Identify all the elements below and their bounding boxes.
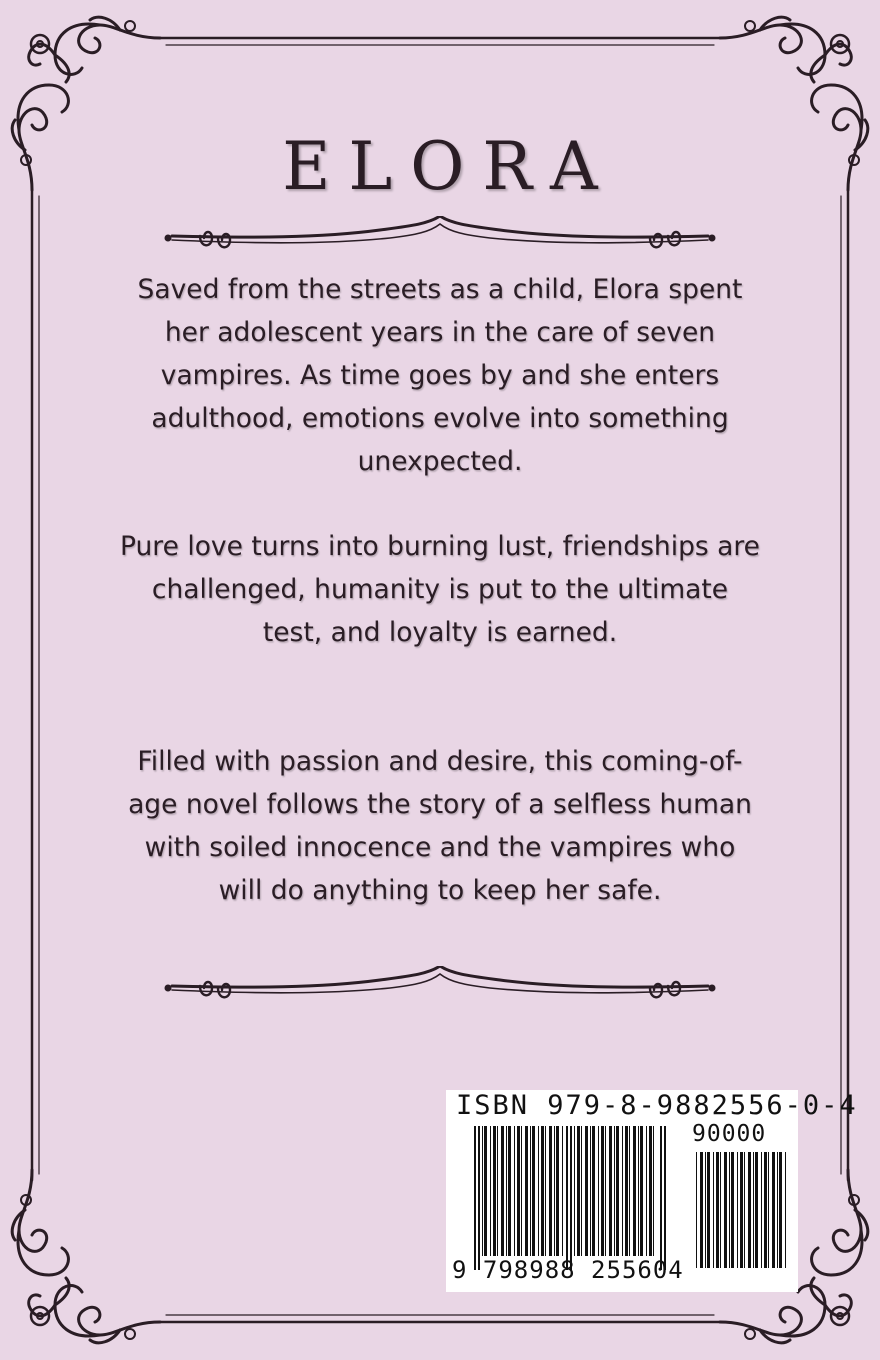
scroll-divider-icon [160,216,720,256]
book-title: ELORA [282,128,616,205]
blurb-paragraph-1: Saved from the streets as a child, Elora spent her adolescent years in the care of seven vampires. As time goes by and she enters adulthood, emotions evolve into something unexpected. [137,274,743,477]
blurb-paragraph-3: Filled with passion and desire, this coming-of-age novel follows the story of a selfless human with soiled innocence and the vampires who will do anything to keep her safe. [128,746,752,906]
corner-flourish-icon [12,1170,160,1343]
price-code: 90000 [692,1121,767,1147]
isbn-label: ISBN 979-8-9882556-0-4 [456,1090,858,1121]
blurb-paragraph-2: Pure love turns into burning lust, friendships are challenged, humanity is put to the ultimate test, and loyalty is earned. [120,531,760,648]
barcode-digits: 9 798988 255604 [452,1256,684,1284]
scroll-divider-icon [160,966,720,1006]
isbn-barcode [446,1090,858,1292]
